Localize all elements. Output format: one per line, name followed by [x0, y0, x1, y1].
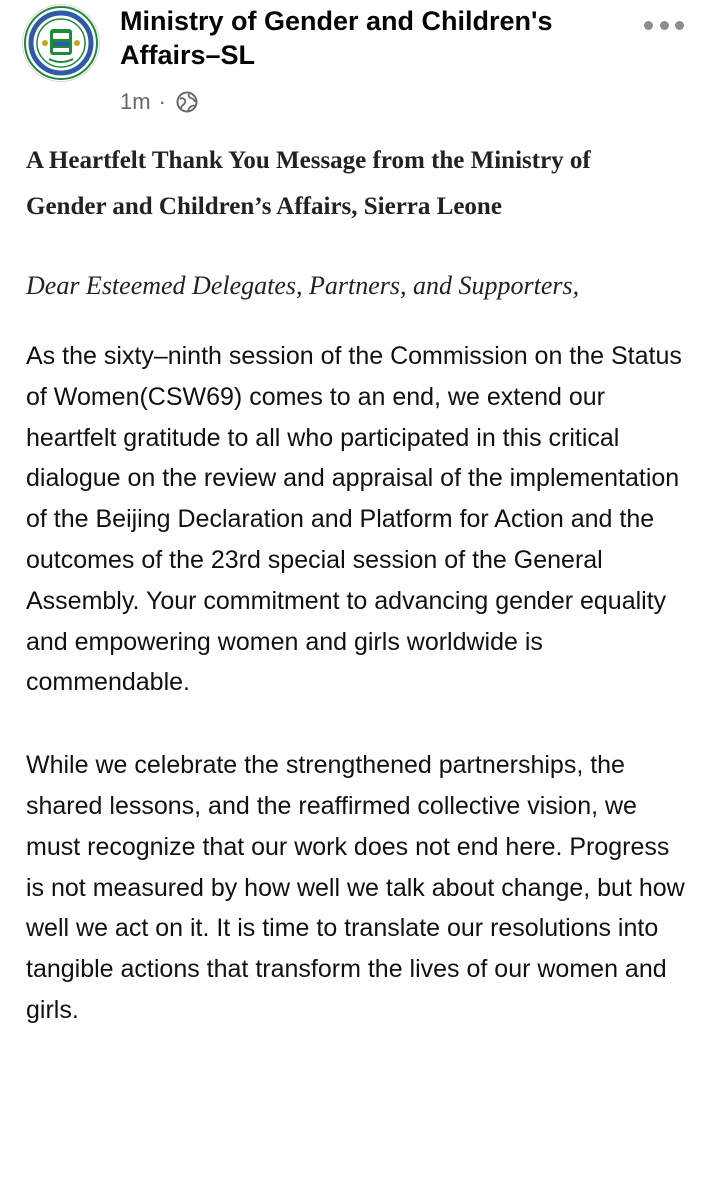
ministry-seal-icon	[23, 5, 99, 81]
post-timestamp[interactable]: 1m	[120, 89, 151, 114]
more-dot	[660, 21, 669, 30]
post-salutation: Dear Esteemed Delegates, Partners, and Supporters,	[26, 271, 580, 300]
globe-icon	[176, 91, 198, 113]
more-dot	[675, 21, 684, 30]
more-dot	[644, 21, 653, 30]
post-paragraph: While we celebrate the strengthened partnerships, the shared lessons, and the reaffirmed collective vision, we must recognize that our work does not end here. Progress is not measured by how well we talk about change, but how well we act on it. It is time to translate our resolutions into tangible actions that transform the lives of our women and girls.	[26, 751, 685, 1024]
more-options-icon[interactable]	[644, 18, 684, 32]
page-name-link[interactable]: Ministry of Gender and Children's Affairs–SL	[120, 6, 553, 70]
ministry-seal-avatar[interactable]	[22, 4, 100, 82]
post-title: A Heartfelt Thank You Message from the Ministry of Gender and Children’s Affairs, Sierra Leone	[26, 147, 591, 220]
meta-separator: ·	[158, 89, 166, 114]
post-header	[0, 0, 702, 125]
post-meta	[120, 88, 198, 116]
post-paragraph: As the sixty–ninth session of the Commission on the Status of Women(CSW69) comes to an end, we extend our heartfelt gratitude to all who participated in this critical dialogue on the review and appraisal of the implementation of the Beijing Declaration and Platform for Action and the outcomes of the 23rd special session of the General Assembly. Your commitment to advancing gender equality and empowering women and girls worldwide is commendable.	[26, 342, 682, 697]
post-body	[26, 138, 686, 1031]
